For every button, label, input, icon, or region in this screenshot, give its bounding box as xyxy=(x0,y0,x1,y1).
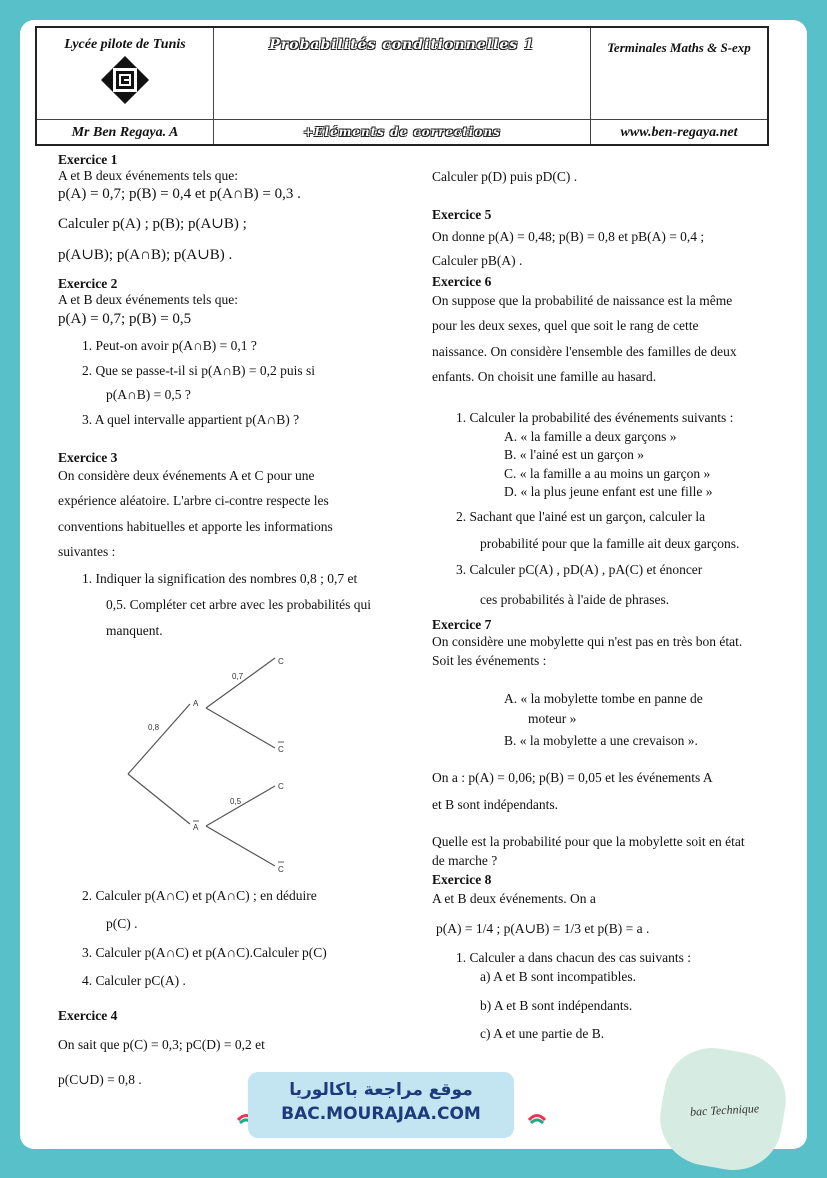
subtitle-cell xyxy=(214,119,591,145)
tree-leaf-notc2: C xyxy=(278,865,284,874)
ex5-line1: On donne p(A) = 0,48; p(B) = 0,8 et pB(A) = 0,4 ; xyxy=(432,229,705,244)
ex8-formula: p(A) = 1/4 ; p(A∪B) = 1/3 et p(B) = a . xyxy=(436,921,650,936)
school-cell xyxy=(36,27,214,119)
ex6-event-a: A. « la famille a deux garçons » xyxy=(504,429,677,444)
ex2-q2-line2: p(A∩B) = 0,5 ? xyxy=(106,387,191,402)
ex3-q3: 3. Calculer p(A∩C) et p(A∩C).Calculer p(C) xyxy=(82,945,327,960)
ex3-title: Exercice 3 xyxy=(58,450,118,465)
ex7-title: Exercice 7 xyxy=(432,617,492,632)
ex2-q2-line1: 2. Que se passe-t-il si p(A∩B) = 0,2 puis si xyxy=(82,363,315,378)
ex6-q2-line1: 2. Sachant que l'ainé est un garçon, calculer la xyxy=(456,509,706,524)
ex6-event-b: B. « l'ainé est un garçon » xyxy=(504,447,645,462)
branch-root-nota xyxy=(128,774,190,824)
ex8-case-a: a) A et B sont incompatibles. xyxy=(480,969,636,984)
ex3-q1-line3: manquent. xyxy=(106,623,163,638)
ex8-title: Exercice 8 xyxy=(432,872,492,887)
ex8-q1: 1. Calculer a dans chacun des cas suivants : xyxy=(456,950,692,965)
ex3-q1-line1: 1. Indiquer la signification des nombres 0,8 ; 0,7 et xyxy=(82,571,358,586)
ex3-line4: suivantes : xyxy=(58,544,116,559)
ex4-title: Exercice 4 xyxy=(58,1008,118,1023)
author-cell xyxy=(36,119,214,145)
ex7-event-a-line1: A. « la mobylette tombe en panne de xyxy=(504,691,703,706)
ex5-line2: Calculer pB(A) . xyxy=(432,253,523,268)
ex6-event-d: D. « la plus jeune enfant est une fille » xyxy=(504,484,713,499)
title-cell xyxy=(214,27,591,119)
ex1-calc-line1: Calculer p(A) ; p(B); p(A∪B) ; xyxy=(58,216,247,232)
ex2-q3: 3. A quel intervalle appartient p(A∩B) ? xyxy=(82,412,300,427)
footer-site-text[interactable]: BAC.MOURAJAA.COM xyxy=(281,1104,481,1124)
ex4-line1: On sait que p(C) = 0,3; pC(D) = 0,2 et xyxy=(58,1037,265,1052)
ex6-line3: naissance. On considère l'ensemble des familles de deux xyxy=(432,344,737,359)
ex2-title: Exercice 2 xyxy=(58,276,118,291)
ex1-calc-line2: p(A∪B); p(A∩B); p(A∪B) . xyxy=(58,247,233,263)
ex3-q1-line2: 0,5. Compléter cet arbre avec les probabilités qui xyxy=(106,597,372,612)
right-logo-icon xyxy=(520,1099,554,1133)
ex6-q2-line2: probabilité pour que la famille ait deux garçons. xyxy=(480,536,740,551)
website-link[interactable]: www.ben-regaya.net xyxy=(620,124,738,140)
header-table xyxy=(35,26,769,146)
ex8-case-b: b) A et B sont indépendants. xyxy=(480,998,633,1013)
stamp-text: bac Technique xyxy=(689,1101,760,1119)
tree-leaf-notc1: C xyxy=(278,745,284,754)
ex7-line1: On considère une mobylette qui n'est pas en très bon état. xyxy=(432,634,743,649)
ex2-q1: 1. Peut-on avoir p(A∩B) = 0,1 ? xyxy=(82,338,257,353)
branch-nota-c xyxy=(206,786,275,826)
sheet-title: Probabilités conditionnelles 1 xyxy=(269,37,535,53)
ex7-line3: On a : p(A) = 0,06; p(B) = 0,05 et les événements A xyxy=(432,770,713,785)
school-logo-icon xyxy=(100,55,150,105)
ex6-line4: enfants. On choisit une famille au hasard. xyxy=(432,369,657,384)
branch-a-notc xyxy=(206,708,275,748)
ex2-givens: p(A) = 0,7; p(B) = 0,5 xyxy=(58,311,192,327)
ex8-line1: A et B deux événements. On a xyxy=(432,891,596,906)
branch-nota-notc xyxy=(206,826,275,866)
tree-node-nota: A xyxy=(193,823,199,832)
branch-root-a xyxy=(128,704,190,774)
ex3-q2-line2: p(C) . xyxy=(106,916,138,931)
ex2-intro: A et B deux événements tels que: xyxy=(58,292,238,307)
level-cell xyxy=(591,27,769,119)
ex6-q1: 1. Calculer la probabilité des événements suivants : xyxy=(456,410,734,425)
ex7-line5: Quelle est la probabilité pour que la mobylette soit en état xyxy=(432,834,745,849)
ex3-line2: expérience aléatoire. L'arbre ci-contre respecte les xyxy=(58,493,329,508)
ex4-line3: Calculer p(D) puis pD(C) . xyxy=(432,169,578,184)
sheet-subtitle: +Eléments de corrections xyxy=(303,124,501,139)
ex6-q3-line2: ces probabilités à l'aide de phrases. xyxy=(480,592,670,607)
probability-tree xyxy=(120,648,300,878)
ex3-q4: 4. Calculer pC(A) . xyxy=(82,973,186,988)
ex6-q3-line1: 3. Calculer pC(A) , pD(A) , pA(C) et énoncer xyxy=(456,562,703,577)
branch-a-c xyxy=(206,658,275,708)
tree-label-p-a: 0,8 xyxy=(148,723,160,732)
ex1-intro: A et B deux événements tels que: xyxy=(58,168,238,183)
ex1-givens: p(A) = 0,7; p(B) = 0,4 et p(A∩B) = 0,3 . xyxy=(58,186,301,202)
tree-node-a: A xyxy=(193,699,199,708)
website-cell xyxy=(591,119,769,145)
ex6-title: Exercice 6 xyxy=(432,274,492,289)
school-name: Lycée pilote de Tunis xyxy=(64,36,186,52)
tree-label-p-c-given-a: 0,7 xyxy=(232,672,244,681)
tree-leaf-c2: C xyxy=(278,782,284,791)
ex6-event-c: C. « la famille a au moins un garçon » xyxy=(504,466,711,481)
ex4-line2: p(C∪D) = 0,8 . xyxy=(58,1072,142,1087)
ex3-line3: conventions habituelles et apporte les informations xyxy=(58,519,333,534)
ex6-line2: pour les deux sexes, quel que soit le rang de cette xyxy=(432,318,699,333)
ex5-title: Exercice 5 xyxy=(432,207,492,222)
tree-label-p-c-given-nota: 0,5 xyxy=(230,797,242,806)
ex8-case-c: c) A et une partie de B. xyxy=(480,1026,605,1041)
ex7-event-a-line2: moteur » xyxy=(528,711,577,726)
ex6-line1: On suppose que la probabilité de naissance est la même xyxy=(432,293,733,308)
ex7-line2: Soit les événements : xyxy=(432,653,547,668)
level-label: Terminales Maths & S-exp xyxy=(607,40,751,55)
tree-leaf-c1: C xyxy=(278,657,284,666)
ex3-line1: On considère deux événements A et C pour une xyxy=(58,468,315,483)
author-name: Mr Ben Regaya. A xyxy=(71,124,179,140)
ex1-title: Exercice 1 xyxy=(58,152,118,167)
ex7-line6: de marche ? xyxy=(432,853,498,868)
ex3-q2-line1: 2. Calculer p(A∩C) et p(A∩C) ; en déduire xyxy=(82,888,317,903)
footer-arabic-text: موقع مراجعة باكالوريا xyxy=(289,1080,473,1100)
footer-banner[interactable] xyxy=(248,1072,514,1138)
ex7-line4: et B sont indépendants. xyxy=(432,797,558,812)
ex7-event-b: B. « la mobylette a une crevaison ». xyxy=(504,733,698,748)
